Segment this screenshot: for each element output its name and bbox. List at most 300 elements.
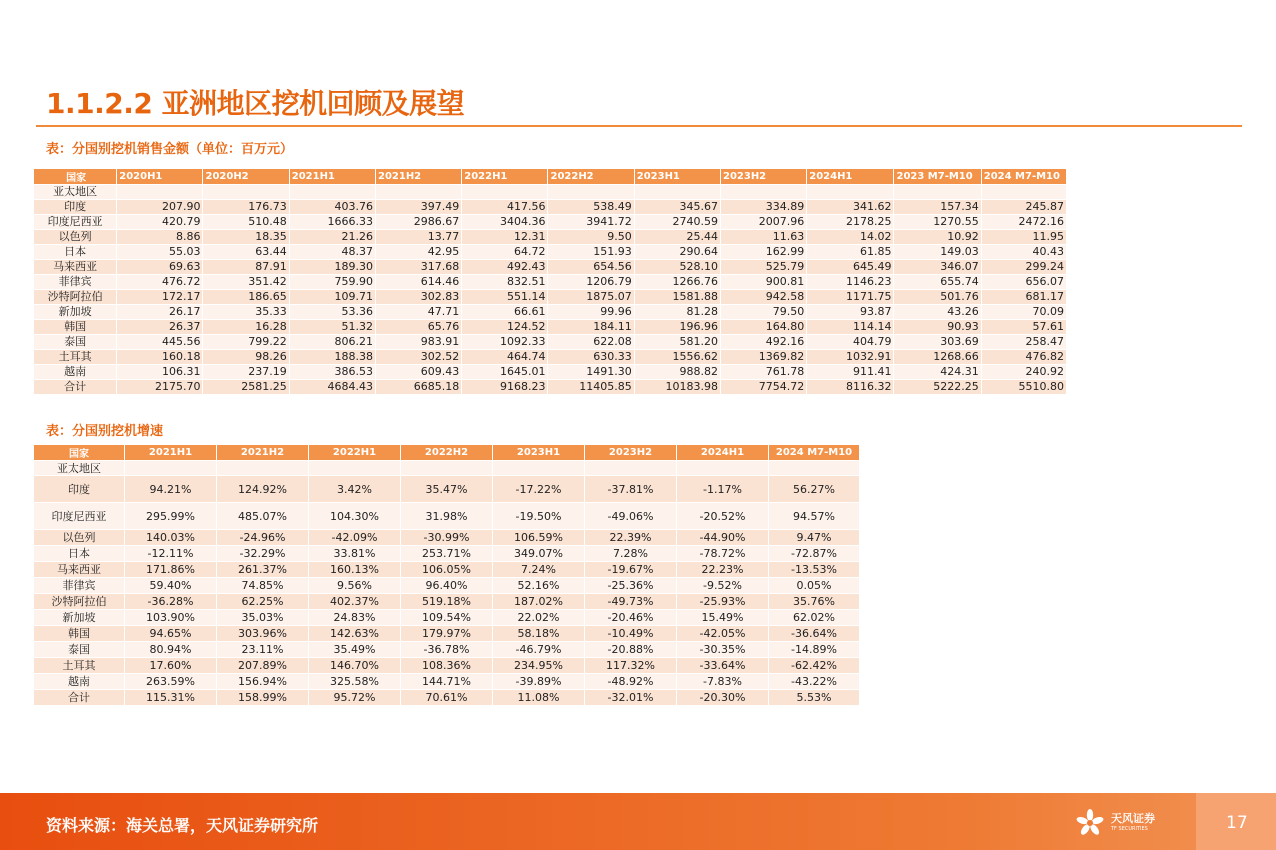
table-cell: 1146.23 bbox=[807, 275, 894, 290]
table-cell: -19.50% bbox=[493, 503, 585, 530]
table-cell: 528.10 bbox=[634, 260, 720, 275]
table-cell: 94.57% bbox=[769, 503, 860, 530]
table-cell: -44.90% bbox=[677, 530, 769, 546]
table-cell: 9.56% bbox=[309, 578, 401, 594]
table-cell: 57.61 bbox=[981, 320, 1066, 335]
table-cell: 179.97% bbox=[401, 626, 493, 642]
brand-logo bbox=[1075, 808, 1165, 836]
table-cell: 3.42% bbox=[309, 476, 401, 503]
table-row bbox=[34, 476, 860, 503]
table-cell: 9.50 bbox=[548, 230, 634, 245]
table-cell: 8.86 bbox=[117, 230, 203, 245]
table-row bbox=[34, 674, 860, 690]
table-cell: -17.22% bbox=[493, 476, 585, 503]
table-row bbox=[34, 626, 860, 642]
table-row bbox=[34, 365, 1067, 380]
row-label: 韩国 bbox=[34, 626, 125, 642]
tf-flower-logo-icon bbox=[1075, 808, 1105, 838]
table-cell: 70.09 bbox=[981, 305, 1066, 320]
table-cell: 654.56 bbox=[548, 260, 634, 275]
table-cell: 35.03% bbox=[217, 610, 309, 626]
table-cell bbox=[634, 185, 720, 200]
table-cell: 759.90 bbox=[289, 275, 375, 290]
table2-header-row bbox=[34, 445, 860, 461]
row-label: 合计 bbox=[34, 380, 117, 395]
column-header: 2022H1 bbox=[309, 445, 401, 461]
table-cell: 317.68 bbox=[375, 260, 461, 275]
row-label: 以色列 bbox=[34, 530, 125, 546]
row-label: 印度尼西亚 bbox=[34, 503, 125, 530]
column-header: 2023H2 bbox=[585, 445, 677, 461]
table-cell: 8116.32 bbox=[807, 380, 894, 395]
table-cell: 93.87 bbox=[807, 305, 894, 320]
table-cell: 65.76 bbox=[375, 320, 461, 335]
table-cell: 42.95 bbox=[375, 245, 461, 260]
table-cell: -14.89% bbox=[769, 642, 860, 658]
table-cell: 900.81 bbox=[720, 275, 806, 290]
table-cell: 681.17 bbox=[981, 290, 1066, 305]
table-cell: 79.50 bbox=[720, 305, 806, 320]
table-cell: 3404.36 bbox=[462, 215, 548, 230]
brand-name-en: TF SECURITIES bbox=[1111, 826, 1148, 832]
table-cell: 630.33 bbox=[548, 350, 634, 365]
table1-caption: 表：分国别挖机销售金额（单位：百万元） bbox=[46, 142, 294, 157]
table-cell bbox=[807, 185, 894, 200]
table-cell: 9168.23 bbox=[462, 380, 548, 395]
table-cell: 397.49 bbox=[375, 200, 461, 215]
table-cell: 48.37 bbox=[289, 245, 375, 260]
table-row bbox=[34, 335, 1067, 350]
table-cell: -72.87% bbox=[769, 546, 860, 562]
table-cell: 614.46 bbox=[375, 275, 461, 290]
table-row bbox=[34, 260, 1067, 275]
table-cell: 525.79 bbox=[720, 260, 806, 275]
row-label: 印度尼西亚 bbox=[34, 215, 117, 230]
table-row bbox=[34, 245, 1067, 260]
table-cell bbox=[217, 461, 309, 476]
title-divider bbox=[36, 125, 1242, 127]
table-cell bbox=[677, 461, 769, 476]
table-cell: 14.02 bbox=[807, 230, 894, 245]
table-cell: 40.43 bbox=[981, 245, 1066, 260]
table-cell: 17.60% bbox=[125, 658, 217, 674]
table-cell: 124.52 bbox=[462, 320, 548, 335]
table-row bbox=[34, 658, 860, 674]
table-cell: 188.38 bbox=[289, 350, 375, 365]
table-row bbox=[34, 350, 1067, 365]
table-cell: 1491.30 bbox=[548, 365, 634, 380]
table-cell: 99.96 bbox=[548, 305, 634, 320]
table-cell: 492.43 bbox=[462, 260, 548, 275]
table-cell: 80.94% bbox=[125, 642, 217, 658]
table-cell: 581.20 bbox=[634, 335, 720, 350]
column-header: 2021H1 bbox=[125, 445, 217, 461]
table-cell: 6685.18 bbox=[375, 380, 461, 395]
column-header: 2024 M7-M10 bbox=[981, 169, 1066, 185]
table-cell: 253.71% bbox=[401, 546, 493, 562]
table-row bbox=[34, 562, 860, 578]
table-cell: -48.92% bbox=[585, 674, 677, 690]
table-cell: 59.40% bbox=[125, 578, 217, 594]
column-header: 2023H1 bbox=[634, 169, 720, 185]
table-cell: -25.36% bbox=[585, 578, 677, 594]
table-cell: -7.83% bbox=[677, 674, 769, 690]
table-cell: 420.79 bbox=[117, 215, 203, 230]
table-cell: -24.96% bbox=[217, 530, 309, 546]
table-cell: -37.81% bbox=[585, 476, 677, 503]
table-cell: 237.19 bbox=[203, 365, 289, 380]
table-cell: 1875.07 bbox=[548, 290, 634, 305]
table-cell: 62.02% bbox=[769, 610, 860, 626]
table-cell bbox=[309, 461, 401, 476]
table-cell: 325.58% bbox=[309, 674, 401, 690]
column-header: 2022H2 bbox=[548, 169, 634, 185]
table-cell: 2986.67 bbox=[375, 215, 461, 230]
table-cell: 117.32% bbox=[585, 658, 677, 674]
table-cell: 35.49% bbox=[309, 642, 401, 658]
table-cell: 189.30 bbox=[289, 260, 375, 275]
table-cell: 172.17 bbox=[117, 290, 203, 305]
table-cell: 1270.55 bbox=[894, 215, 981, 230]
table-cell: 158.99% bbox=[217, 690, 309, 706]
table-cell: -36.64% bbox=[769, 626, 860, 642]
column-header: 2024 M7-M10 bbox=[769, 445, 860, 461]
row-label: 亚太地区 bbox=[34, 185, 117, 200]
table-cell: 146.70% bbox=[309, 658, 401, 674]
table-cell: 258.47 bbox=[981, 335, 1066, 350]
table-cell: -32.29% bbox=[217, 546, 309, 562]
table-cell: 1266.76 bbox=[634, 275, 720, 290]
table-cell: 622.08 bbox=[548, 335, 634, 350]
table-cell: 1032.91 bbox=[807, 350, 894, 365]
table-cell: 13.77 bbox=[375, 230, 461, 245]
table-cell: -78.72% bbox=[677, 546, 769, 562]
table-cell: 942.58 bbox=[720, 290, 806, 305]
table-cell: 187.02% bbox=[493, 594, 585, 610]
table-cell: 3941.72 bbox=[548, 215, 634, 230]
table-cell: 2007.96 bbox=[720, 215, 806, 230]
table-cell: -33.64% bbox=[677, 658, 769, 674]
table-cell: 69.63 bbox=[117, 260, 203, 275]
table-row bbox=[34, 530, 860, 546]
row-label: 新加坡 bbox=[34, 305, 117, 320]
row-label: 沙特阿拉伯 bbox=[34, 290, 117, 305]
column-header: 2020H1 bbox=[117, 169, 203, 185]
table-cell: -10.49% bbox=[585, 626, 677, 642]
table-cell: 104.30% bbox=[309, 503, 401, 530]
table-cell: -12.11% bbox=[125, 546, 217, 562]
table-cell: 492.16 bbox=[720, 335, 806, 350]
table-cell: 341.62 bbox=[807, 200, 894, 215]
table-cell: 66.61 bbox=[462, 305, 548, 320]
table-cell: 56.27% bbox=[769, 476, 860, 503]
table-cell: 109.54% bbox=[401, 610, 493, 626]
table-cell: 476.82 bbox=[981, 350, 1066, 365]
table-cell: 351.42 bbox=[203, 275, 289, 290]
table-cell: 142.63% bbox=[309, 626, 401, 642]
table-cell: 476.72 bbox=[117, 275, 203, 290]
table-cell: 1268.66 bbox=[894, 350, 981, 365]
table-cell: 4684.43 bbox=[289, 380, 375, 395]
table-cell: -20.30% bbox=[677, 690, 769, 706]
table-cell: -32.01% bbox=[585, 690, 677, 706]
page-title: 1.1.2.2 亚洲地区挖机回顾及展望 bbox=[46, 87, 465, 120]
table-cell: 11405.85 bbox=[548, 380, 634, 395]
table-cell: 24.83% bbox=[309, 610, 401, 626]
table-cell: 25.44 bbox=[634, 230, 720, 245]
table-cell: 7.28% bbox=[585, 546, 677, 562]
table-cell: 1206.79 bbox=[548, 275, 634, 290]
table-cell: 302.52 bbox=[375, 350, 461, 365]
table-cell bbox=[894, 185, 981, 200]
table-cell: 10183.98 bbox=[634, 380, 720, 395]
table-cell: 106.31 bbox=[117, 365, 203, 380]
table-cell: -1.17% bbox=[677, 476, 769, 503]
table-cell: -36.78% bbox=[401, 642, 493, 658]
table-cell: 464.74 bbox=[462, 350, 548, 365]
table-cell: 149.03 bbox=[894, 245, 981, 260]
table-cell bbox=[462, 185, 548, 200]
table-cell: 207.90 bbox=[117, 200, 203, 215]
table-cell bbox=[981, 185, 1066, 200]
table-cell: 18.35 bbox=[203, 230, 289, 245]
table-cell: 403.76 bbox=[289, 200, 375, 215]
table-cell: 98.26 bbox=[203, 350, 289, 365]
brand-name: 天风证券 bbox=[1111, 812, 1155, 825]
table-row bbox=[34, 610, 860, 626]
table-cell: -19.67% bbox=[585, 562, 677, 578]
table-cell: 196.96 bbox=[634, 320, 720, 335]
table-cell: 108.36% bbox=[401, 658, 493, 674]
table-cell: 2581.25 bbox=[203, 380, 289, 395]
table-cell: 114.14 bbox=[807, 320, 894, 335]
table-cell: 106.59% bbox=[493, 530, 585, 546]
table-cell: 157.34 bbox=[894, 200, 981, 215]
table-cell: 655.74 bbox=[894, 275, 981, 290]
table-cell: 1092.33 bbox=[462, 335, 548, 350]
row-label: 马来西亚 bbox=[34, 260, 117, 275]
table-cell: 43.26 bbox=[894, 305, 981, 320]
table-row bbox=[34, 594, 860, 610]
table-cell: 22.02% bbox=[493, 610, 585, 626]
table-cell: 1581.88 bbox=[634, 290, 720, 305]
table-cell: -13.53% bbox=[769, 562, 860, 578]
table-cell: 23.11% bbox=[217, 642, 309, 658]
table-cell: 988.82 bbox=[634, 365, 720, 380]
table-cell: 11.95 bbox=[981, 230, 1066, 245]
table-cell: 124.92% bbox=[217, 476, 309, 503]
table-cell: 0.05% bbox=[769, 578, 860, 594]
table-cell: 81.28 bbox=[634, 305, 720, 320]
table-row bbox=[34, 503, 860, 530]
table-cell: 417.56 bbox=[462, 200, 548, 215]
table-cell: 445.56 bbox=[117, 335, 203, 350]
table-cell: 424.31 bbox=[894, 365, 981, 380]
table-cell: -46.79% bbox=[493, 642, 585, 658]
table-cell: 303.69 bbox=[894, 335, 981, 350]
table-cell: 645.49 bbox=[807, 260, 894, 275]
table-cell: 349.07% bbox=[493, 546, 585, 562]
table-cell: 115.31% bbox=[125, 690, 217, 706]
row-label: 亚太地区 bbox=[34, 461, 125, 476]
table-row bbox=[34, 185, 1067, 200]
table-cell: 303.96% bbox=[217, 626, 309, 642]
table-cell: 2175.70 bbox=[117, 380, 203, 395]
table-cell: 103.90% bbox=[125, 610, 217, 626]
footer-bar bbox=[0, 793, 1276, 850]
column-header-country: 国家 bbox=[34, 445, 125, 461]
column-header: 2021H2 bbox=[375, 169, 461, 185]
table-cell bbox=[493, 461, 585, 476]
table-cell: 5222.25 bbox=[894, 380, 981, 395]
table-cell: 109.71 bbox=[289, 290, 375, 305]
table-cell: 10.92 bbox=[894, 230, 981, 245]
table-cell: 144.71% bbox=[401, 674, 493, 690]
table-cell: 160.18 bbox=[117, 350, 203, 365]
table1-header-row bbox=[34, 169, 1067, 185]
row-label: 泰国 bbox=[34, 335, 117, 350]
table-cell: 290.64 bbox=[634, 245, 720, 260]
table-cell bbox=[375, 185, 461, 200]
table-cell: 35.47% bbox=[401, 476, 493, 503]
table-cell: 11.63 bbox=[720, 230, 806, 245]
table-cell: -36.28% bbox=[125, 594, 217, 610]
row-label: 土耳其 bbox=[34, 658, 125, 674]
table-cell: 26.17 bbox=[117, 305, 203, 320]
table-cell: 164.80 bbox=[720, 320, 806, 335]
table-cell: 63.44 bbox=[203, 245, 289, 260]
table-cell: 501.76 bbox=[894, 290, 981, 305]
table-row bbox=[34, 275, 1067, 290]
table-row bbox=[34, 305, 1067, 320]
table-cell: 47.71 bbox=[375, 305, 461, 320]
table-cell: 70.61% bbox=[401, 690, 493, 706]
table-cell: 299.24 bbox=[981, 260, 1066, 275]
table-cell: 261.37% bbox=[217, 562, 309, 578]
table-cell: 5.53% bbox=[769, 690, 860, 706]
row-label: 印度 bbox=[34, 476, 125, 503]
row-label: 菲律宾 bbox=[34, 275, 117, 290]
table-cell: 15.49% bbox=[677, 610, 769, 626]
table-cell bbox=[769, 461, 860, 476]
table-cell: -20.46% bbox=[585, 610, 677, 626]
table-cell: 832.51 bbox=[462, 275, 548, 290]
table-cell: 160.13% bbox=[309, 562, 401, 578]
table-cell: 96.40% bbox=[401, 578, 493, 594]
table-cell bbox=[585, 461, 677, 476]
table-cell: 53.36 bbox=[289, 305, 375, 320]
table-cell: -9.52% bbox=[677, 578, 769, 594]
table-cell: 911.41 bbox=[807, 365, 894, 380]
row-label: 合计 bbox=[34, 690, 125, 706]
source-note: 资料来源：海关总署，天风证券研究所 bbox=[46, 816, 319, 835]
table-cell bbox=[203, 185, 289, 200]
table-cell: 52.16% bbox=[493, 578, 585, 594]
table-row bbox=[34, 215, 1067, 230]
table-row bbox=[34, 690, 860, 706]
table-cell: -25.93% bbox=[677, 594, 769, 610]
table-cell: 22.39% bbox=[585, 530, 677, 546]
table-cell: 485.07% bbox=[217, 503, 309, 530]
column-header: 2020H2 bbox=[203, 169, 289, 185]
table-cell: 31.98% bbox=[401, 503, 493, 530]
table-cell: 346.07 bbox=[894, 260, 981, 275]
table-cell: -43.22% bbox=[769, 674, 860, 690]
table-cell: 176.73 bbox=[203, 200, 289, 215]
table-cell: 35.76% bbox=[769, 594, 860, 610]
table-cell: -30.99% bbox=[401, 530, 493, 546]
sales-table bbox=[33, 168, 1067, 395]
table-cell: -30.35% bbox=[677, 642, 769, 658]
table2-caption: 表：分国别挖机增速 bbox=[46, 424, 164, 439]
table-cell: 263.59% bbox=[125, 674, 217, 690]
table-cell: 151.93 bbox=[548, 245, 634, 260]
table-cell: 7.24% bbox=[493, 562, 585, 578]
column-header: 2024H1 bbox=[807, 169, 894, 185]
table-cell: 386.53 bbox=[289, 365, 375, 380]
table-row bbox=[34, 200, 1067, 215]
row-label: 日本 bbox=[34, 546, 125, 562]
table-row bbox=[34, 642, 860, 658]
row-label: 印度 bbox=[34, 200, 117, 215]
table-cell: 240.92 bbox=[981, 365, 1066, 380]
column-header: 2023 M7-M10 bbox=[894, 169, 981, 185]
table-cell: 656.07 bbox=[981, 275, 1066, 290]
table-cell: 345.67 bbox=[634, 200, 720, 215]
table-cell: 2178.25 bbox=[807, 215, 894, 230]
table-cell: 234.95% bbox=[493, 658, 585, 674]
table-cell: 162.99 bbox=[720, 245, 806, 260]
table-cell bbox=[548, 185, 634, 200]
table-cell: 1171.75 bbox=[807, 290, 894, 305]
table-cell: 9.47% bbox=[769, 530, 860, 546]
table-cell: 7754.72 bbox=[720, 380, 806, 395]
table-cell: 609.43 bbox=[375, 365, 461, 380]
table-cell: 5510.80 bbox=[981, 380, 1066, 395]
table-cell: 302.83 bbox=[375, 290, 461, 305]
table-cell: -42.09% bbox=[309, 530, 401, 546]
column-header: 2022H1 bbox=[462, 169, 548, 185]
table-cell: 295.99% bbox=[125, 503, 217, 530]
row-label: 马来西亚 bbox=[34, 562, 125, 578]
table-cell: 26.37 bbox=[117, 320, 203, 335]
row-label: 以色列 bbox=[34, 230, 117, 245]
table-cell: 140.03% bbox=[125, 530, 217, 546]
table-cell: -49.06% bbox=[585, 503, 677, 530]
table-cell: -20.52% bbox=[677, 503, 769, 530]
table-cell: 510.48 bbox=[203, 215, 289, 230]
table-cell: 1645.01 bbox=[462, 365, 548, 380]
page-number: 17 bbox=[1226, 813, 1248, 833]
table-cell: 402.37% bbox=[309, 594, 401, 610]
table-cell: 95.72% bbox=[309, 690, 401, 706]
table-cell: 1556.62 bbox=[634, 350, 720, 365]
row-label: 新加坡 bbox=[34, 610, 125, 626]
table-cell: -42.05% bbox=[677, 626, 769, 642]
column-header: 2022H2 bbox=[401, 445, 493, 461]
table-cell: 12.31 bbox=[462, 230, 548, 245]
table-cell: 2472.16 bbox=[981, 215, 1066, 230]
table-cell: 55.03 bbox=[117, 245, 203, 260]
table-cell: 207.89% bbox=[217, 658, 309, 674]
table-cell: 799.22 bbox=[203, 335, 289, 350]
table-row bbox=[34, 461, 860, 476]
table-cell: 334.89 bbox=[720, 200, 806, 215]
table-cell bbox=[289, 185, 375, 200]
table-row bbox=[34, 380, 1067, 395]
table-cell: 35.33 bbox=[203, 305, 289, 320]
row-label: 越南 bbox=[34, 365, 117, 380]
